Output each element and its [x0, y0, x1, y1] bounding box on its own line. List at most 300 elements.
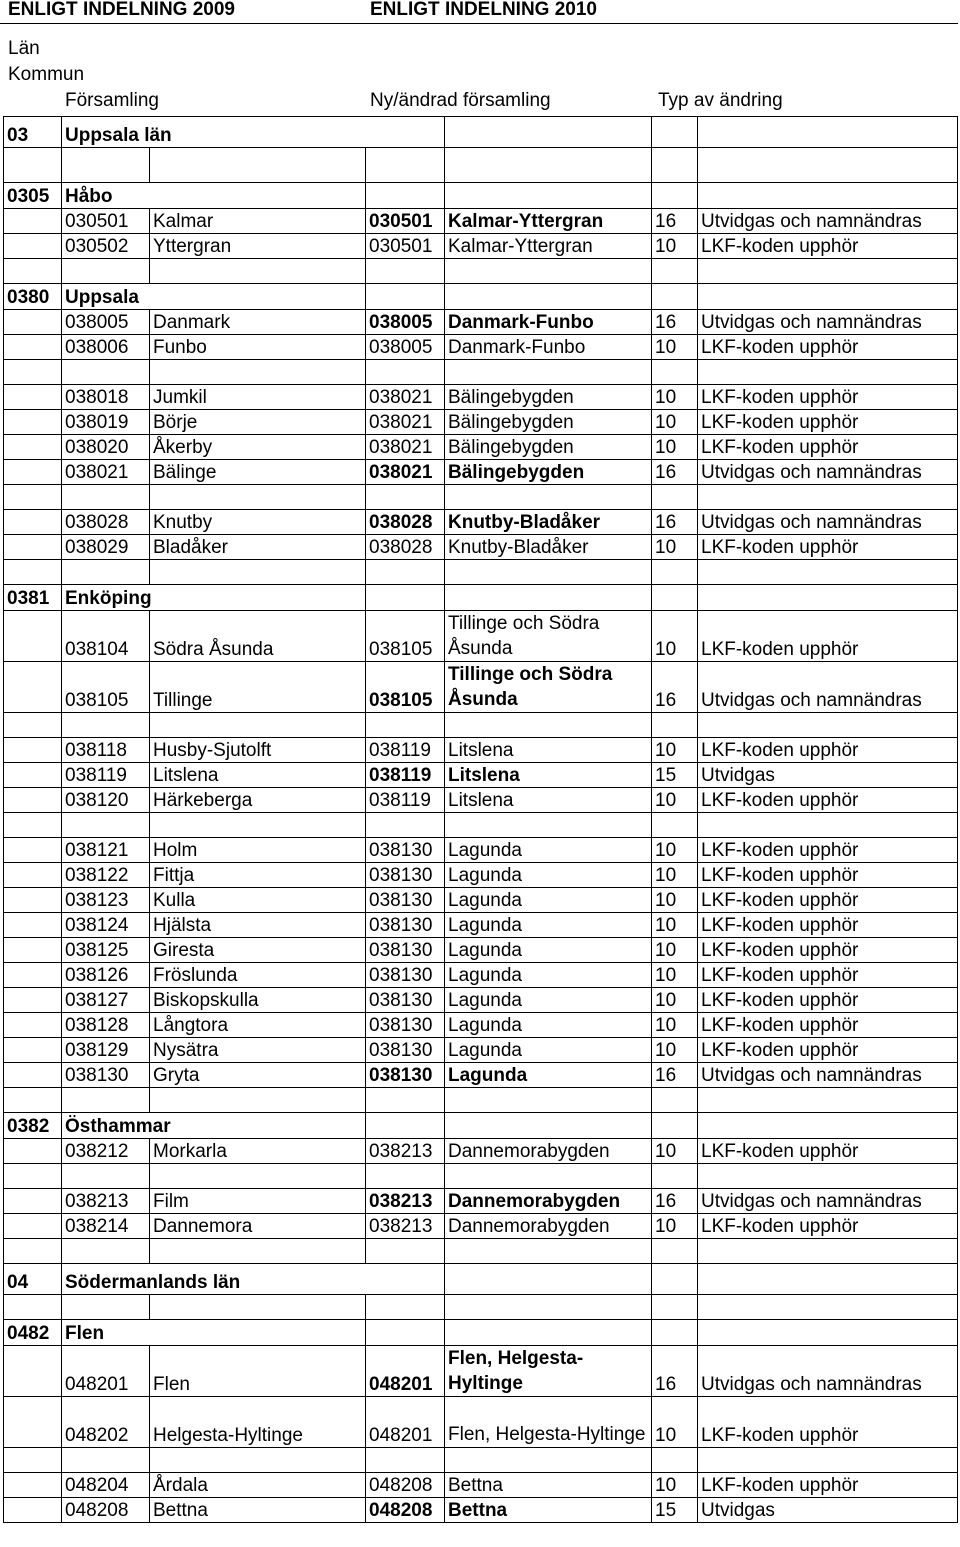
- empty-cell: [4, 460, 62, 485]
- change-type-code: 16: [652, 460, 698, 485]
- kommun-row: [4, 1113, 958, 1139]
- parish-name: Holm: [150, 838, 366, 863]
- empty-cell: [62, 813, 150, 838]
- parish-row: [4, 662, 958, 713]
- change-type-text: Utvidgas: [698, 763, 958, 788]
- parish-row: [4, 1214, 958, 1239]
- parish-row: [4, 209, 958, 234]
- parish-code: 038121: [62, 838, 150, 863]
- empty-cell: [4, 988, 62, 1013]
- change-type-code: 10: [652, 1013, 698, 1038]
- new-parish-name: Lagunda: [445, 963, 652, 988]
- parish-code: 038122: [62, 863, 150, 888]
- parish-name: Tillinge: [150, 662, 366, 713]
- new-parish-name: Flen, Helgesta-Hyltinge: [445, 1397, 652, 1448]
- parish-row: [4, 838, 958, 863]
- parish-row: [4, 535, 958, 560]
- parish-row: [4, 1013, 958, 1038]
- parish-code: 038124: [62, 913, 150, 938]
- kommun-name: Håbo: [62, 183, 366, 209]
- change-type-text: LKF-koden upphör: [698, 1013, 958, 1038]
- new-parish-code: 038213: [366, 1214, 445, 1239]
- empty-cell: [366, 485, 445, 510]
- change-type-code: 10: [652, 1038, 698, 1063]
- parish-row: [4, 788, 958, 813]
- new-parish-name: Lagunda: [445, 888, 652, 913]
- empty-cell: [4, 1088, 62, 1113]
- empty-cell: [652, 560, 698, 585]
- empty-cell: [698, 813, 958, 838]
- empty-cell: [366, 183, 445, 209]
- empty-cell: [445, 485, 652, 510]
- spacer-row: [4, 148, 958, 183]
- header-rule: [0, 23, 958, 24]
- change-type-code: 10: [652, 1214, 698, 1239]
- empty-cell: [698, 1295, 958, 1320]
- parish-name: Fröslunda: [150, 963, 366, 988]
- new-parish-code: 038130: [366, 938, 445, 963]
- empty-cell: [62, 1448, 150, 1473]
- empty-cell: [445, 1320, 652, 1346]
- parish-code: 038005: [62, 310, 150, 335]
- empty-cell: [4, 385, 62, 410]
- change-type-code: 10: [652, 788, 698, 813]
- parish-row: [4, 1189, 958, 1214]
- empty-cell: [62, 1164, 150, 1189]
- kommun-name: Enköping: [62, 585, 366, 611]
- empty-cell: [4, 1295, 62, 1320]
- empty-cell: [652, 1320, 698, 1346]
- empty-cell: [4, 335, 62, 360]
- empty-cell: [445, 1448, 652, 1473]
- parish-row: [4, 863, 958, 888]
- lan-code: 04: [4, 1264, 62, 1295]
- empty-cell: [4, 410, 62, 435]
- new-parish-code: 038130: [366, 913, 445, 938]
- change-type-text: LKF-koden upphör: [698, 1139, 958, 1164]
- parish-row: [4, 888, 958, 913]
- change-type-text: LKF-koden upphör: [698, 1397, 958, 1448]
- parish-name: Börje: [150, 410, 366, 435]
- new-parish-name: Lagunda: [445, 913, 652, 938]
- change-type-text: Utvidgas och namnändras: [698, 510, 958, 535]
- parish-code: 038019: [62, 410, 150, 435]
- empty-cell: [150, 560, 366, 585]
- change-type-code: 10: [652, 1139, 698, 1164]
- change-type-text: LKF-koden upphör: [698, 435, 958, 460]
- kommun-name: Östhammar: [62, 1113, 366, 1139]
- change-type-text: Utvidgas: [698, 1498, 958, 1523]
- new-parish-code: 038130: [366, 963, 445, 988]
- parish-code: 038126: [62, 963, 150, 988]
- new-parish-name: Bälingebygden: [445, 460, 652, 485]
- change-type-text: LKF-koden upphör: [698, 838, 958, 863]
- new-parish-name: Danmark-Funbo: [445, 310, 652, 335]
- parish-code: 048208: [62, 1498, 150, 1523]
- empty-cell: [150, 1088, 366, 1113]
- parish-code: 038028: [62, 510, 150, 535]
- change-type-code: 16: [652, 310, 698, 335]
- new-parish-name: Flen, Helgesta-Hyltinge: [445, 1346, 652, 1397]
- new-parish-name: Litslena: [445, 763, 652, 788]
- empty-cell: [4, 763, 62, 788]
- empty-cell: [652, 485, 698, 510]
- parish-name: Danmark: [150, 310, 366, 335]
- empty-cell: [445, 1164, 652, 1189]
- parish-code: 038128: [62, 1013, 150, 1038]
- lan-name: Södermanlands län: [62, 1264, 445, 1295]
- parish-row: [4, 763, 958, 788]
- empty-cell: [150, 485, 366, 510]
- empty-cell: [4, 863, 62, 888]
- parish-name: Bälinge: [150, 460, 366, 485]
- empty-cell: [150, 1239, 366, 1264]
- empty-cell: [4, 813, 62, 838]
- empty-cell: [62, 1295, 150, 1320]
- new-parish-name: Bälingebygden: [445, 435, 652, 460]
- new-parish-code: 038130: [366, 863, 445, 888]
- empty-cell: [366, 1239, 445, 1264]
- empty-cell: [445, 1113, 652, 1139]
- empty-cell: [445, 148, 652, 183]
- empty-cell: [698, 183, 958, 209]
- kommun-row: [4, 585, 958, 611]
- parish-code: 048201: [62, 1346, 150, 1397]
- change-type-code: 10: [652, 863, 698, 888]
- parish-name: Åkerby: [150, 435, 366, 460]
- parish-name: Husby-Sjutolft: [150, 738, 366, 763]
- empty-cell: [62, 360, 150, 385]
- change-type-text: Utvidgas och namnändras: [698, 310, 958, 335]
- kommun-name: Flen: [62, 1320, 366, 1346]
- empty-cell: [62, 1088, 150, 1113]
- change-type-code: 10: [652, 535, 698, 560]
- empty-cell: [4, 510, 62, 535]
- parish-name: Gryta: [150, 1063, 366, 1088]
- spacer-row: [4, 560, 958, 585]
- change-type-code: 10: [652, 335, 698, 360]
- spacer-row: [4, 1295, 958, 1320]
- change-type-code: 10: [652, 913, 698, 938]
- change-type-code: 10: [652, 963, 698, 988]
- empty-cell: [698, 585, 958, 611]
- parish-name: Långtora: [150, 1013, 366, 1038]
- new-parish-name: Lagunda: [445, 838, 652, 863]
- parish-code: 038018: [62, 385, 150, 410]
- parish-code: 030502: [62, 234, 150, 259]
- parish-name: Södra Åsunda: [150, 611, 366, 662]
- new-parish-name: Lagunda: [445, 988, 652, 1013]
- new-parish-code: 048201: [366, 1397, 445, 1448]
- empty-cell: [652, 1448, 698, 1473]
- parish-name: Litslena: [150, 763, 366, 788]
- empty-cell: [4, 209, 62, 234]
- new-parish-code: 038005: [366, 310, 445, 335]
- new-parish-code: 038005: [366, 335, 445, 360]
- empty-cell: [62, 485, 150, 510]
- lan-code: 03: [4, 117, 62, 148]
- parish-code: 038118: [62, 738, 150, 763]
- change-type-text: LKF-koden upphör: [698, 863, 958, 888]
- new-parish-name: Tillinge och Södra Åsunda: [445, 662, 652, 713]
- empty-cell: [4, 148, 62, 183]
- kommun-name: Uppsala: [62, 284, 366, 310]
- change-type-text: LKF-koden upphör: [698, 535, 958, 560]
- empty-cell: [652, 1113, 698, 1139]
- empty-cell: [366, 1088, 445, 1113]
- empty-cell: [698, 1164, 958, 1189]
- parish-name: Hjälsta: [150, 913, 366, 938]
- parish-code: 038029: [62, 535, 150, 560]
- parish-row: [4, 1063, 958, 1088]
- new-parish-code: 038028: [366, 510, 445, 535]
- heading-forsamling: Församling: [65, 90, 159, 111]
- parish-row: [4, 938, 958, 963]
- new-parish-code: 038213: [366, 1189, 445, 1214]
- parish-name: Bladåker: [150, 535, 366, 560]
- change-type-text: LKF-koden upphör: [698, 385, 958, 410]
- empty-cell: [445, 284, 652, 310]
- new-parish-name: Bälingebygden: [445, 410, 652, 435]
- change-type-text: LKF-koden upphör: [698, 1214, 958, 1239]
- empty-cell: [150, 1164, 366, 1189]
- new-parish-name: Lagunda: [445, 1013, 652, 1038]
- empty-cell: [4, 435, 62, 460]
- change-type-code: 15: [652, 1498, 698, 1523]
- parish-name: Fittja: [150, 863, 366, 888]
- header-2010: ENLIGT INDELNING 2010: [370, 0, 597, 20]
- empty-cell: [698, 1088, 958, 1113]
- parish-name: Flen: [150, 1346, 366, 1397]
- change-type-text: LKF-koden upphör: [698, 410, 958, 435]
- parish-name: Jumkil: [150, 385, 366, 410]
- heading-typ: Typ av ändring: [658, 90, 783, 111]
- new-parish-name: Knutby-Bladåker: [445, 510, 652, 535]
- empty-cell: [652, 813, 698, 838]
- change-type-text: LKF-koden upphör: [698, 988, 958, 1013]
- spacer-row: [4, 1448, 958, 1473]
- empty-cell: [4, 1473, 62, 1498]
- parish-name: Funbo: [150, 335, 366, 360]
- empty-cell: [4, 360, 62, 385]
- new-parish-name: Danmark-Funbo: [445, 335, 652, 360]
- change-type-code: 10: [652, 938, 698, 963]
- parish-name: Giresta: [150, 938, 366, 963]
- heading-kommun: Kommun: [8, 64, 85, 85]
- parish-row: [4, 738, 958, 763]
- empty-cell: [698, 360, 958, 385]
- change-type-code: 10: [652, 234, 698, 259]
- empty-cell: [445, 585, 652, 611]
- new-parish-code: 038130: [366, 1063, 445, 1088]
- empty-cell: [4, 888, 62, 913]
- spacer-row: [4, 1164, 958, 1189]
- empty-cell: [366, 259, 445, 284]
- change-type-code: 16: [652, 209, 698, 234]
- parish-name: Yttergran: [150, 234, 366, 259]
- parish-name: Härkeberga: [150, 788, 366, 813]
- change-table: [3, 116, 958, 1523]
- empty-cell: [150, 259, 366, 284]
- parish-code: 038120: [62, 788, 150, 813]
- empty-cell: [4, 1063, 62, 1088]
- kommun-code: 0305: [4, 183, 62, 209]
- empty-cell: [652, 360, 698, 385]
- change-type-text: LKF-koden upphör: [698, 335, 958, 360]
- empty-cell: [366, 1320, 445, 1346]
- kommun-code: 0380: [4, 284, 62, 310]
- empty-cell: [4, 560, 62, 585]
- spacer-row: [4, 259, 958, 284]
- lan-row: [4, 117, 958, 148]
- new-parish-code: 038130: [366, 1013, 445, 1038]
- change-type-text: LKF-koden upphör: [698, 234, 958, 259]
- parish-code: 038127: [62, 988, 150, 1013]
- new-parish-code: 038119: [366, 738, 445, 763]
- parish-code: 038214: [62, 1214, 150, 1239]
- empty-cell: [652, 259, 698, 284]
- change-type-text: LKF-koden upphör: [698, 1038, 958, 1063]
- parish-code: 038123: [62, 888, 150, 913]
- new-parish-code: 038119: [366, 788, 445, 813]
- empty-cell: [62, 1239, 150, 1264]
- change-type-text: LKF-koden upphör: [698, 788, 958, 813]
- parish-row: [4, 1498, 958, 1523]
- parish-row: [4, 963, 958, 988]
- change-type-text: Utvidgas och namnändras: [698, 209, 958, 234]
- parish-code: 038130: [62, 1063, 150, 1088]
- empty-cell: [4, 738, 62, 763]
- empty-cell: [150, 813, 366, 838]
- empty-cell: [4, 485, 62, 510]
- empty-cell: [4, 963, 62, 988]
- empty-cell: [652, 1264, 698, 1295]
- empty-cell: [445, 1088, 652, 1113]
- new-parish-code: 038028: [366, 535, 445, 560]
- new-parish-code: 038213: [366, 1139, 445, 1164]
- change-type-code: 16: [652, 1346, 698, 1397]
- empty-cell: [652, 284, 698, 310]
- new-parish-name: Lagunda: [445, 1038, 652, 1063]
- empty-cell: [445, 360, 652, 385]
- new-parish-code: 038130: [366, 888, 445, 913]
- empty-cell: [4, 913, 62, 938]
- empty-cell: [652, 1164, 698, 1189]
- empty-cell: [698, 117, 958, 148]
- empty-cell: [698, 713, 958, 738]
- empty-cell: [366, 1448, 445, 1473]
- new-parish-code: 038105: [366, 662, 445, 713]
- empty-cell: [698, 148, 958, 183]
- empty-cell: [652, 117, 698, 148]
- empty-cell: [366, 585, 445, 611]
- empty-cell: [150, 360, 366, 385]
- new-parish-name: Dannemorabygden: [445, 1139, 652, 1164]
- change-type-code: 10: [652, 1473, 698, 1498]
- empty-cell: [150, 1295, 366, 1320]
- empty-cell: [445, 183, 652, 209]
- change-type-text: LKF-koden upphör: [698, 938, 958, 963]
- parish-name: Bettna: [150, 1498, 366, 1523]
- new-parish-name: Knutby-Bladåker: [445, 535, 652, 560]
- empty-cell: [698, 560, 958, 585]
- new-parish-name: Bettna: [445, 1473, 652, 1498]
- parish-name: Film: [150, 1189, 366, 1214]
- empty-cell: [366, 1164, 445, 1189]
- new-parish-code: 038021: [366, 410, 445, 435]
- parish-row: [4, 335, 958, 360]
- new-parish-code: 030501: [366, 209, 445, 234]
- parish-row: [4, 410, 958, 435]
- parish-code: 030501: [62, 209, 150, 234]
- new-parish-name: Bälingebygden: [445, 385, 652, 410]
- empty-cell: [4, 1139, 62, 1164]
- parish-row: [4, 460, 958, 485]
- empty-cell: [4, 234, 62, 259]
- change-type-code: 10: [652, 611, 698, 662]
- new-parish-name: Tillinge och Södra Åsunda: [445, 611, 652, 662]
- new-parish-name: Lagunda: [445, 1063, 652, 1088]
- change-type-code: 10: [652, 385, 698, 410]
- change-type-text: LKF-koden upphör: [698, 963, 958, 988]
- empty-cell: [698, 284, 958, 310]
- empty-cell: [698, 485, 958, 510]
- parish-row: [4, 385, 958, 410]
- empty-cell: [4, 788, 62, 813]
- empty-cell: [4, 938, 62, 963]
- new-parish-code: 038130: [366, 1038, 445, 1063]
- new-parish-name: Dannemorabygden: [445, 1189, 652, 1214]
- change-type-code: 16: [652, 662, 698, 713]
- new-parish-code: 038105: [366, 611, 445, 662]
- empty-cell: [4, 1239, 62, 1264]
- change-type-text: LKF-koden upphör: [698, 611, 958, 662]
- parish-code: 038105: [62, 662, 150, 713]
- spacer-row: [4, 1088, 958, 1113]
- empty-cell: [698, 1239, 958, 1264]
- parish-name: Dannemora: [150, 1214, 366, 1239]
- empty-cell: [366, 1113, 445, 1139]
- heading-lan: Län: [8, 38, 40, 59]
- parish-code: 038021: [62, 460, 150, 485]
- empty-cell: [366, 1295, 445, 1320]
- empty-cell: [445, 1264, 652, 1295]
- empty-cell: [4, 611, 62, 662]
- empty-cell: [652, 585, 698, 611]
- document-header: [8, 0, 958, 22]
- empty-cell: [652, 1088, 698, 1113]
- new-parish-code: 048208: [366, 1498, 445, 1523]
- parish-code: 038125: [62, 938, 150, 963]
- new-parish-name: Kalmar-Yttergran: [445, 234, 652, 259]
- kommun-code: 0381: [4, 585, 62, 611]
- new-parish-code: 038119: [366, 763, 445, 788]
- parish-row: [4, 988, 958, 1013]
- new-parish-name: Lagunda: [445, 863, 652, 888]
- new-parish-name: Kalmar-Yttergran: [445, 209, 652, 234]
- change-type-text: Utvidgas och namnändras: [698, 1063, 958, 1088]
- change-type-text: Utvidgas och namnändras: [698, 1346, 958, 1397]
- new-parish-code: 038021: [366, 385, 445, 410]
- change-type-text: Utvidgas och namnändras: [698, 662, 958, 713]
- empty-cell: [150, 1448, 366, 1473]
- empty-cell: [4, 535, 62, 560]
- parish-name: Knutby: [150, 510, 366, 535]
- lan-row: [4, 1264, 958, 1295]
- empty-cell: [4, 1397, 62, 1448]
- new-parish-code: 038021: [366, 460, 445, 485]
- change-type-code: 10: [652, 435, 698, 460]
